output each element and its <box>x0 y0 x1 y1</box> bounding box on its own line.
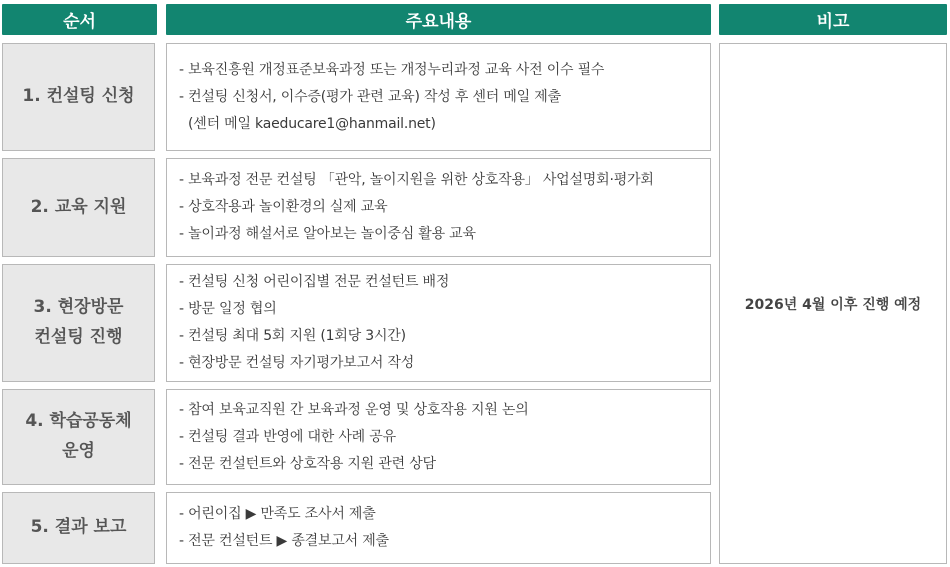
step-1-text: 1. 컨설팅 신청 <box>22 86 135 107</box>
header-main-content: 주요내용 <box>166 4 711 35</box>
step-5-text: 5. 결과 보고 <box>30 517 127 538</box>
row-3-content <box>166 264 711 382</box>
list-item: - 상호작용과 놀이환경의 실제 교육 <box>179 199 388 215</box>
remarks-cell <box>719 43 947 564</box>
step-4-label <box>2 389 155 485</box>
list-item: - 컨설팅 최대 5회 지원 (1회당 3시간) <box>179 328 406 344</box>
list-item: - 참여 보육교직원 간 보육과정 운영 및 상호작용 지원 논의 <box>179 401 529 418</box>
list-item: - 전문 컨설턴트와 상호작용 지원 관련 상담 <box>179 455 436 472</box>
list-item: - 방문 일정 협의 <box>179 301 277 317</box>
step-2-text: 2. 교육 지원 <box>30 196 127 217</box>
row-2-content <box>166 158 711 257</box>
step-2-label <box>2 158 155 257</box>
step-3-text-line2: 컨설팅 진행 <box>34 327 123 347</box>
list-item: - 어린이집 ▶ 만족도 조사서 제출 <box>179 506 376 522</box>
remarks-text: 2026년 4월 이후 진행 예정 <box>744 296 922 313</box>
step-4-text-line1: 4. 학습공동체 <box>25 411 132 432</box>
header-step: 순서 <box>2 4 157 35</box>
row-5-content <box>166 492 711 564</box>
list-item: - 전문 컨설턴트 ▶ 종결보고서 제출 <box>179 533 389 549</box>
step-5-label <box>2 492 155 564</box>
step-4-text-line2: 운영 <box>62 441 95 461</box>
list-item: (센터 메일 kaeducare1@hanmail.net) <box>188 115 436 132</box>
row-1-content <box>166 43 711 151</box>
step-3-text-line1: 3. 현장방문 <box>33 297 124 318</box>
list-item: - 보육과정 전문 컨설팅 「관악, 놀이지원을 위한 상호작용」 사업설명회·평가회 <box>179 172 654 188</box>
list-item: - 보육진흥원 개정표준보육과정 또는 개정누리과정 교육 사전 이수 필수 <box>179 61 605 78</box>
header-remarks: 비고 <box>719 4 947 35</box>
list-item: - 컨설팅 결과 반영에 대한 사례 공유 <box>179 428 396 445</box>
list-item: - 현장방문 컨설팅 자기평가보고서 작성 <box>179 355 415 371</box>
step-3-label <box>2 264 155 382</box>
list-item: - 놀이과정 해설서로 알아보는 놀이중심 활용 교육 <box>179 226 476 242</box>
list-item: - 컨설팅 신청 어린이집별 전문 컨설턴트 배정 <box>179 274 450 290</box>
row-4-content <box>166 389 711 485</box>
list-item: - 컨설팅 신청서, 이수증(평가 관련 교육) 작성 후 센터 메일 제출 <box>179 88 561 105</box>
step-1-label <box>2 43 155 151</box>
